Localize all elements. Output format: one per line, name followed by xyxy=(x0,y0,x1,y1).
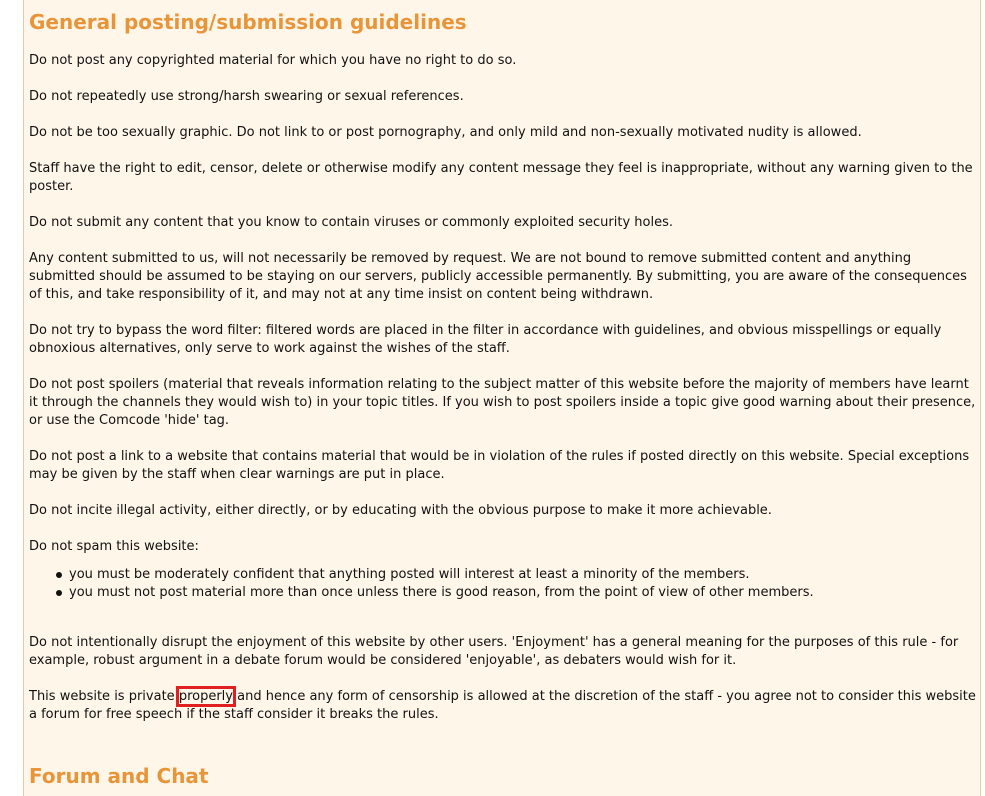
rule-paragraph: Do not post any copyrighted material for which you have no right to do so. xyxy=(29,53,517,68)
rules-content xyxy=(29,52,979,742)
rule-paragraph: Do not be too sexually graphic. Do not link to or post pornography, and only mild and non-sexually motivated nudity is allowed. xyxy=(29,125,862,140)
list-item: you must not post material more than once unless there is good reason, from the point of view of other members. xyxy=(69,584,979,602)
rule-private-after: and hence any form of censorship is allowed at the discretion of the staff - you agree not to consider this website a forum for free speech if the staff consider it breaks the rules. xyxy=(29,689,976,722)
list-item: you must be moderately confident that anything posted will interest at least a minority of the members. xyxy=(69,566,979,584)
rule-paragraph: Staff have the right to edit, censor, delete or otherwise modify any content message they feel is inappropriate, without any warning given to the poster. xyxy=(29,161,973,194)
rule-private-before: This website is private xyxy=(29,689,179,704)
rule-paragraph: Any content submitted to us, will not necessarily be removed by request. We are not bound to remove submitted content and anything submitted should be assumed to be staying on our servers, publicly accessible permanently. By submitting, you are aware of the consequences of this, and take responsibility of it, and may not at any time insist on content being withdrawn. xyxy=(29,251,967,302)
rule-paragraph-spam: Do not spam this website: xyxy=(29,539,199,554)
spacer xyxy=(29,602,979,634)
highlighted-word: properly xyxy=(178,689,233,704)
rule-paragraph: Do not submit any content that you know to contain viruses or commonly exploited security holes. xyxy=(29,215,674,230)
section-heading-forum: Forum and Chat xyxy=(29,764,209,788)
spam-list xyxy=(29,566,979,602)
rules-panel xyxy=(23,0,981,796)
rule-paragraph-private xyxy=(29,688,979,724)
rule-paragraph: Do not repeatedly use strong/harsh swearing or sexual references. xyxy=(29,89,464,104)
rule-paragraph-disrupt: Do not intentionally disrupt the enjoyment of this website by other users. 'Enjoyment' has a general meaning for the purposes of this rule - for example, robust argument in a debate forum would be considered 'enjoyable', as debaters would wish for it. xyxy=(29,635,959,668)
rule-paragraph: Do not try to bypass the word filter: filtered words are placed in the filter in accordance with guidelines, and obvious misspellings or equally obnoxious alternatives, only serve to work against the wishes of the staff. xyxy=(29,323,942,356)
rule-paragraph: Do not incite illegal activity, either directly, or by educating with the obvious purpose to make it more achievable. xyxy=(29,503,772,518)
rule-paragraph: Do not post spoilers (material that reveals information relating to the subject matter of this website before the majority of members have learnt it through the channels they would wish to) in your topic titles. If you wish to post spoilers inside a topic give good warning about their presence, or use the Comcode 'hide' tag. xyxy=(29,377,976,428)
rule-paragraph: Do not post a link to a website that contains material that would be in violation of the rules if posted directly on this website. Special exceptions may be given by the staff when clear warnings are put in place. xyxy=(29,449,970,482)
section-heading-general: General posting/submission guidelines xyxy=(29,10,467,34)
